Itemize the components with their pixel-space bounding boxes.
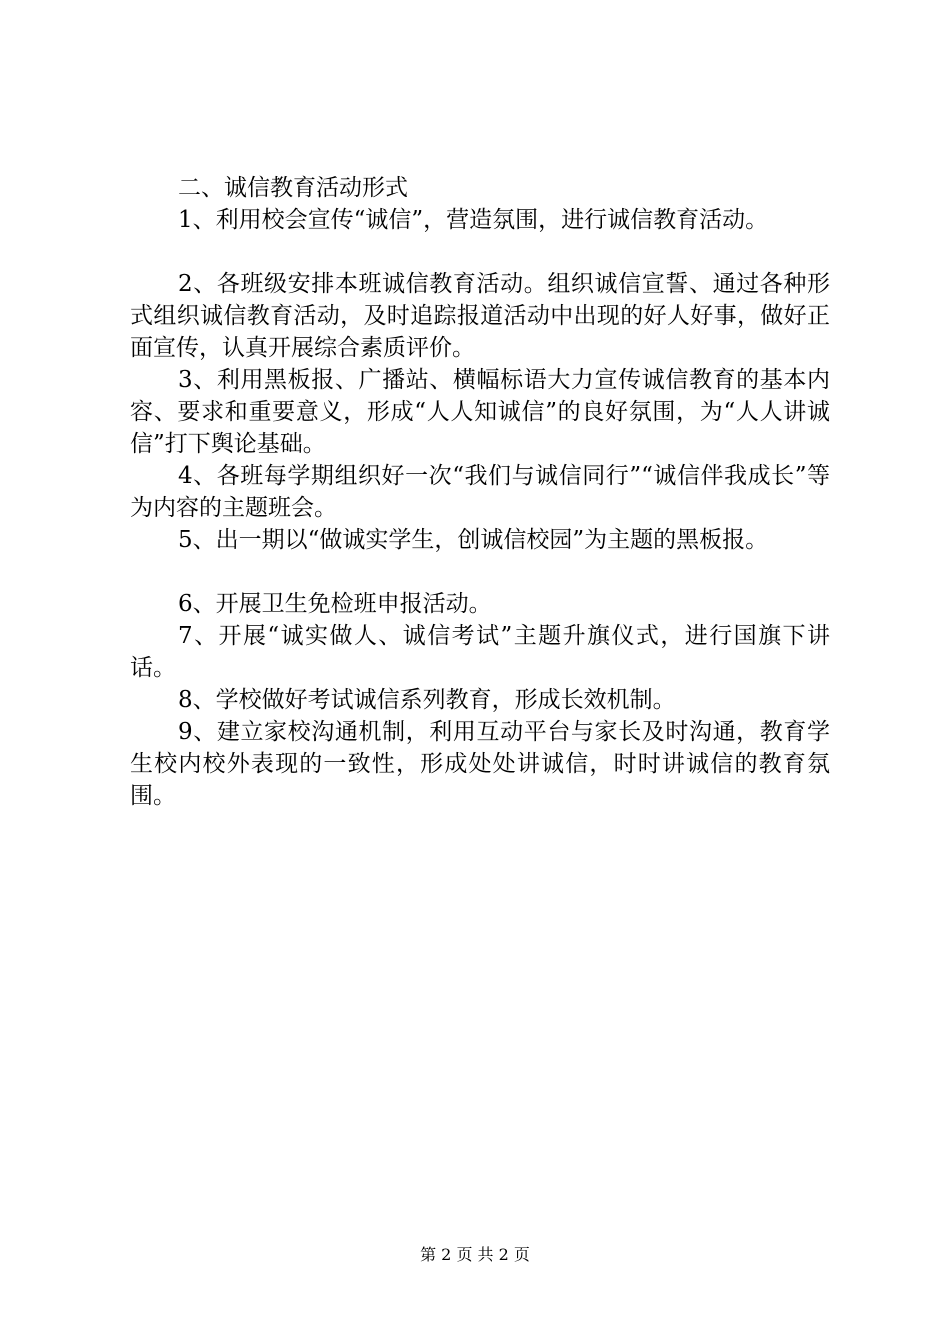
- paragraph-item-1: 1、利用校会宣传“诚信”，营造氛围，进行诚信教育活动。: [178, 207, 769, 233]
- paragraph-item-5: 5、出一期以“做诚实学生，创诚信校园”为主题的黑板报。: [178, 527, 769, 553]
- paragraph-item-4: 4、各班每学期组织好一次“我们与诚信同行”“诚信伴我成长”等为内容的主题班会。: [130, 463, 830, 521]
- paragraph-item-9: 9、建立家校沟通机制，利用互动平台与家长及时沟通，教育学生校内校外表现的一致性，形成处处讲诚信，时时讲诚信的教育氛围。: [130, 719, 830, 809]
- document-body: [130, 172, 830, 812]
- page-number-footer: 第 2 页 共 2 页: [420, 1245, 530, 1264]
- section-heading: 二、诚信教育活动形式: [178, 175, 408, 201]
- paragraph-item-6: 6、开展卫生免检班申报活动。: [178, 591, 492, 617]
- paragraph-item-7: 7、开展“诚实做人、诚信考试”主题升旗仪式，进行国旗下讲话。: [130, 623, 830, 681]
- paragraph-item-2: 2、各班级安排本班诚信教育活动。组织诚信宣誓、通过各种形式组织诚信教育活动，及时追踪报道活动中出现的好人好事，做好正面宣传，认真开展综合素质评价。: [130, 271, 830, 361]
- paragraph-item-8: 8、学校做好考试诚信系列教育，形成长效机制。: [178, 687, 676, 713]
- paragraph-item-3: 3、利用黑板报、广播站、横幅标语大力宣传诚信教育的基本内容、要求和重要意义，形成“人人知诚信”的良好氛围，为“人人讲诚信”打下舆论基础。: [130, 367, 830, 457]
